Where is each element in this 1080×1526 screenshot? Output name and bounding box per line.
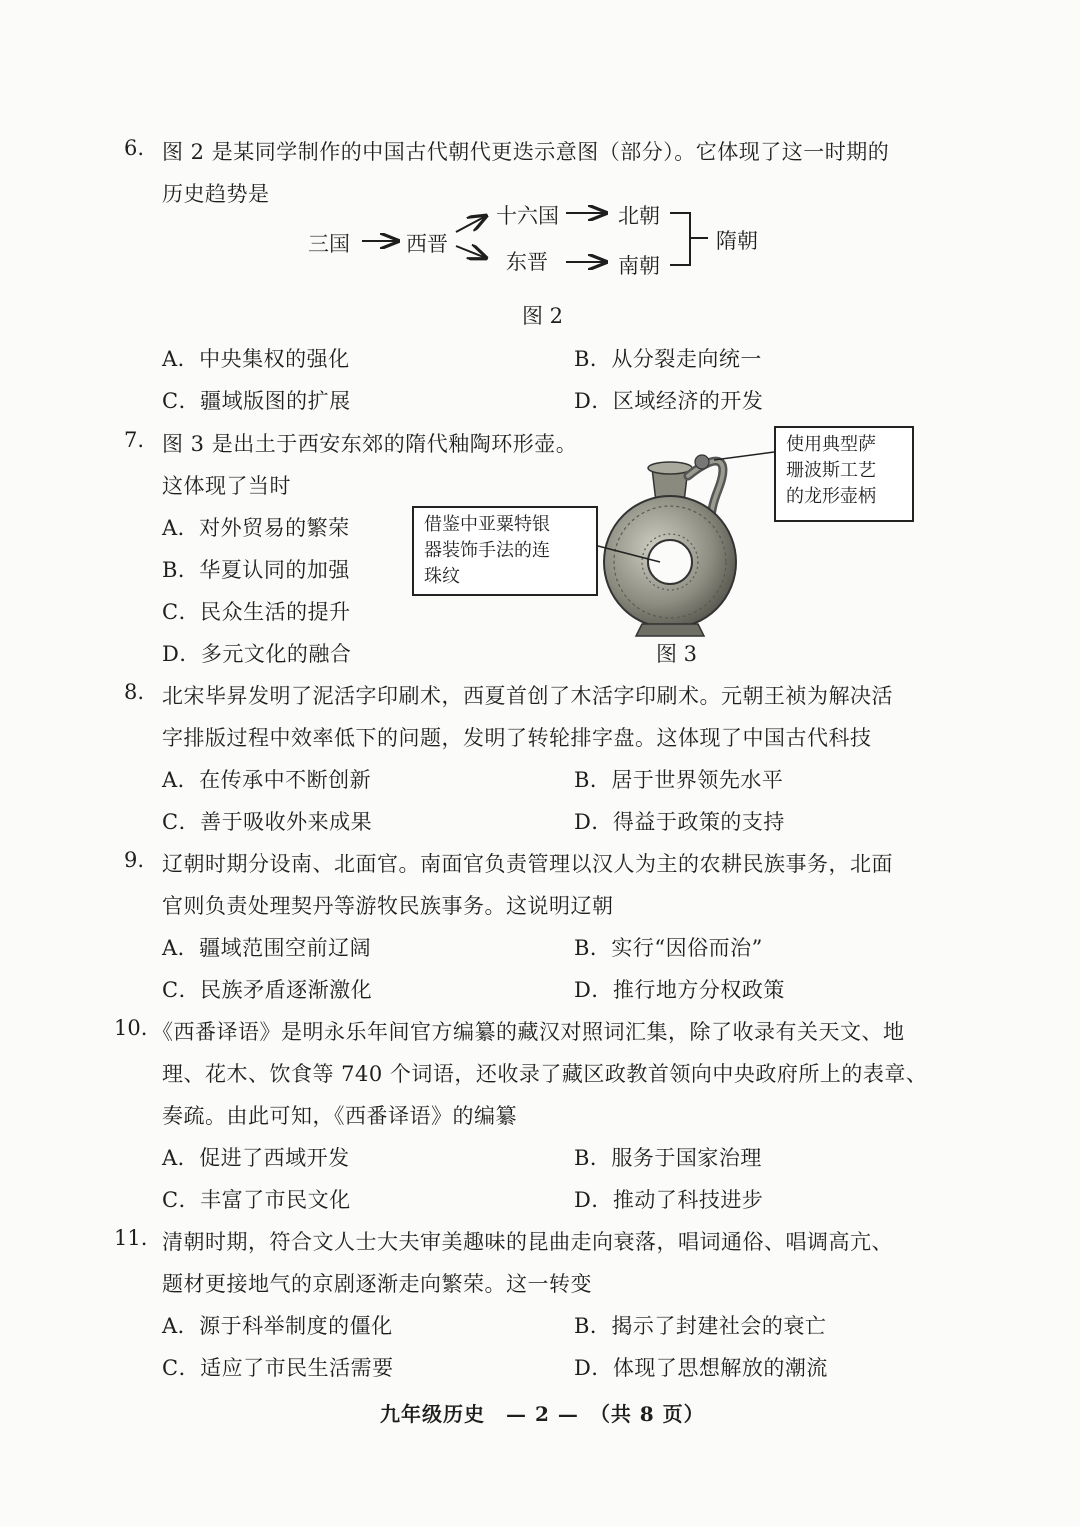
diagram-node-sanguo: 三国 [308, 232, 350, 256]
question-9-number: 9. [124, 848, 145, 872]
question-7-stem: 图 3 是出土于西安东郊的隋代釉陶环形壶。 [162, 432, 578, 456]
callout-right-line-3: 的龙形壶柄 [786, 486, 876, 507]
diagram-node-nanchao: 南朝 [618, 254, 660, 278]
q11-option-c: C．适应了市民生活需要 [162, 1356, 394, 1380]
q6-option-d: D．区域经济的开发 [574, 389, 764, 413]
q9-option-a: A．疆域范围空前辽阔 [162, 936, 372, 960]
question-8-stem-cont: 字排版过程中效率低下的问题，发明了转轮排字盘。这体现了中国古代科技 [162, 726, 872, 750]
diagram-node-shiliuguo: 十六国 [496, 204, 559, 228]
question-10-stem-cont: 理、花木、饮食等 740 个词语，还收录了藏区政教首领向中央政府所上的表章、 [162, 1062, 928, 1086]
q11-option-b: B．揭示了封建社会的衰亡 [574, 1314, 827, 1338]
callout-left-line-2: 器装饰手法的连 [424, 540, 550, 561]
diagram-node-suichao: 隋朝 [716, 229, 758, 253]
question-10-stem: 《西番译语》是明永乐年间官方编纂的藏汉对照词汇集，除了收录有关天文、地 [152, 1020, 905, 1044]
callout-right-line-2: 珊波斯工艺 [786, 460, 876, 481]
q8-option-a: A．在传承中不断创新 [162, 768, 372, 792]
q7-option-a: A．对外贸易的繁荣 [162, 516, 350, 540]
question-8-stem: 北宋毕昇发明了泥活字印刷术，西夏首创了木活字印刷术。元朝王祯为解决活 [162, 684, 893, 708]
q9-option-b: B．实行“因俗而治” [574, 936, 763, 960]
q6-option-b: B．从分裂走向统一 [574, 347, 762, 371]
question-6-stem: 图 2 是某同学制作的中国古代朝代更迭示意图（部分）。它体现了这一时期的 [162, 140, 890, 164]
question-11-stem-cont: 题材更接地气的京剧逐渐走向繁荣。这一转变 [162, 1272, 592, 1296]
q11-option-a: A．源于科举制度的僵化 [162, 1314, 393, 1338]
q9-option-d: D．推行地方分权政策 [574, 978, 785, 1002]
q6-option-c: C．疆域版图的扩展 [162, 389, 351, 413]
q9-option-c: C．民族矛盾逐渐激化 [162, 978, 373, 1002]
q7-option-b: B．华夏认同的加强 [162, 558, 350, 582]
question-10-number: 10. [114, 1016, 148, 1040]
q10-option-d: D．推动了科技进步 [574, 1188, 764, 1212]
q11-option-d: D．体现了思想解放的潮流 [574, 1356, 828, 1380]
q10-option-c: C．丰富了市民文化 [162, 1188, 351, 1212]
diagram-node-beichao: 北朝 [618, 204, 660, 228]
q8-option-c: C．善于吸收外来成果 [162, 810, 373, 834]
question-9-stem-cont: 官则负责处理契丹等游牧民族事务。这说明辽朝 [162, 894, 614, 918]
q7-option-d: D．多元文化的融合 [162, 642, 352, 666]
question-7-stem-cont: 这体现了当时 [162, 474, 291, 498]
q6-option-a: A．中央集权的强化 [162, 347, 350, 371]
question-10-stem-cont-2: 奏疏。由此可知，《西番译语》的编纂 [162, 1104, 517, 1128]
q10-option-a: A．促进了西域开发 [162, 1146, 350, 1170]
question-9-stem: 辽朝时期分设南、北面官。南面官负责管理以汉人为主的农耕民族事务，北面 [162, 852, 893, 876]
diagram-node-xijin: 西晋 [406, 232, 448, 256]
callout-right-line-1: 使用典型萨 [786, 434, 876, 455]
callout-left-line-1: 借鉴中亚粟特银 [424, 514, 550, 535]
page-footer: 九年级历史 — 2 — （共 8 页） [380, 1402, 705, 1426]
q8-option-b: B．居于世界领先水平 [574, 768, 784, 792]
question-6-stem-cont: 历史趋势是 [162, 182, 270, 206]
question-6-number: 6. [124, 136, 145, 160]
question-8-number: 8. [124, 680, 145, 704]
q7-option-c: C．民众生活的提升 [162, 600, 351, 624]
question-11-stem: 清朝时期，符合文人士大夫审美趣味的昆曲走向衰落，唱词通俗、唱调高亢、 [162, 1230, 893, 1254]
figure-2-caption: 图 2 [522, 304, 564, 328]
figure-3-caption: 图 3 [656, 642, 698, 666]
callout-left-line-3: 珠纹 [424, 566, 460, 587]
question-11-number: 11. [114, 1226, 148, 1250]
callout-leader-lines [0, 0, 1080, 700]
diagram-node-dongjin: 东晋 [506, 250, 548, 274]
question-7-number: 7. [124, 428, 145, 452]
q10-option-b: B．服务于国家治理 [574, 1146, 762, 1170]
q8-option-d: D．得益于政策的支持 [574, 810, 785, 834]
